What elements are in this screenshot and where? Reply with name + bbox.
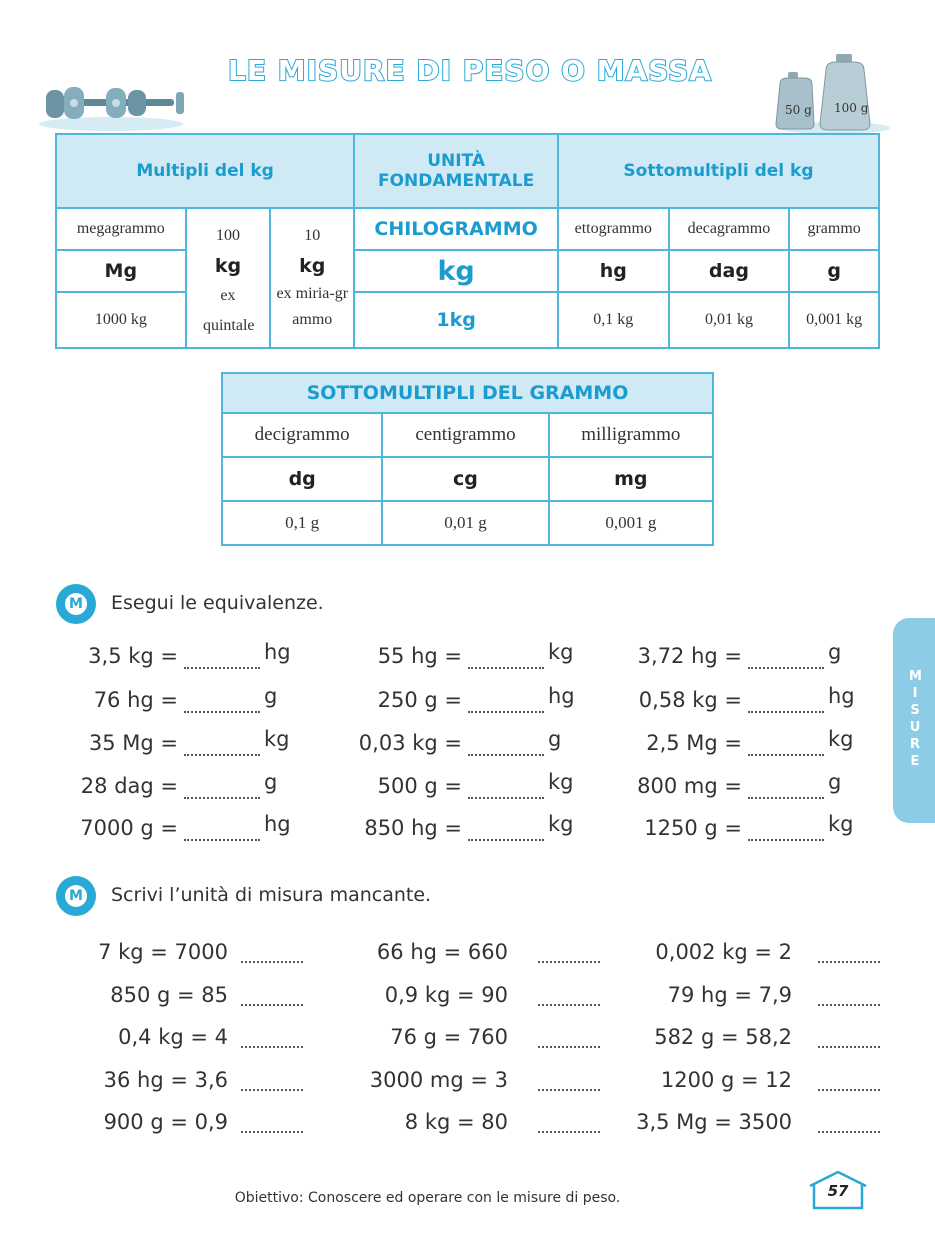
side-tab-label <box>905 668 925 770</box>
unit-name-grammo: grammo <box>789 208 879 250</box>
gram-units-table <box>221 372 714 546</box>
target-unit: g <box>828 640 842 664</box>
unit-answer-blank[interactable] <box>538 961 600 963</box>
answer-blank[interactable] <box>748 797 824 799</box>
unit-name-chilogrammo: CHILOGRAMMO <box>354 208 558 250</box>
multiples-header: Multipli del kg <box>56 134 354 208</box>
unit-quintale-cell <box>186 208 271 348</box>
missing-unit-equation: 3000 mg = 3 <box>369 1068 508 1092</box>
target-unit: kg <box>548 640 574 664</box>
missing-unit-equation: 1200 g = 12 <box>660 1068 792 1092</box>
page-title: LE MISURE DI PESO O MASSA <box>228 54 712 87</box>
missing-unit-equation: 582 g = 58,2 <box>654 1025 792 1049</box>
unit-answer-blank[interactable] <box>818 1004 880 1006</box>
unit-answer-blank[interactable] <box>818 1089 880 1091</box>
unit-symbol-hg: hg <box>558 250 669 292</box>
target-unit: hg <box>828 684 855 708</box>
equivalence-left: 1250 g = <box>644 816 742 840</box>
equivalence-left: 500 g = <box>377 774 462 798</box>
weights-icon <box>774 52 894 134</box>
target-unit: kg <box>548 770 574 794</box>
target-unit: g <box>828 770 842 794</box>
answer-blank[interactable] <box>184 754 260 756</box>
missing-unit-equation: 0,4 kg = 4 <box>118 1025 228 1049</box>
weight-100-label: 100 g <box>834 101 869 115</box>
equivalence-left: 35 Mg = <box>88 731 178 755</box>
target-unit: g <box>264 770 278 794</box>
unit-symbol-cg: cg <box>382 457 548 501</box>
unit-answer-blank[interactable] <box>818 1046 880 1048</box>
missing-unit-equation: 850 g = 85 <box>110 983 228 1007</box>
unit-answer-blank[interactable] <box>241 1131 303 1133</box>
target-unit: hg <box>548 684 575 708</box>
answer-blank[interactable] <box>748 711 824 713</box>
equivalence-left: 850 hg = <box>364 816 462 840</box>
unit-symbol-dag: dag <box>669 250 790 292</box>
target-unit: kg <box>548 812 574 836</box>
unit-answer-blank[interactable] <box>241 1004 303 1006</box>
dumbbell-icon <box>36 82 186 132</box>
target-unit: kg <box>828 727 854 751</box>
equivalence-left: 55 hg = <box>377 644 462 668</box>
equivalence-left: 250 g = <box>377 688 462 712</box>
unit-value-dg: 0,1 g <box>222 501 382 545</box>
unit-symbol-g: g <box>789 250 879 292</box>
kg-units-table <box>55 133 880 349</box>
unit-symbol-kg: kg <box>354 250 558 292</box>
equivalence-left: 800 mg = <box>637 774 742 798</box>
answer-blank[interactable] <box>748 754 824 756</box>
missing-unit-equation: 0,002 kg = 2 <box>655 940 792 964</box>
unit-symbol-mg: Mg <box>56 250 186 292</box>
exercise-2-instruction: Scrivi l’unità di misura mancante. <box>111 884 432 906</box>
unit-name-milligrammo: milligrammo <box>549 413 713 457</box>
unit-name-centigrammo: centigrammo <box>382 413 548 457</box>
equivalence-left: 3,5 kg = <box>88 644 178 668</box>
note-ex-miriagrammo: ex miria-grammo <box>276 285 349 328</box>
unit-answer-blank[interactable] <box>241 1089 303 1091</box>
missing-unit-equation: 3,5 Mg = 3500 <box>636 1110 792 1134</box>
unit-symbol-mg-milli: mg <box>549 457 713 501</box>
unit-answer-blank[interactable] <box>241 1046 303 1048</box>
unit-value-hg: 0,1 kg <box>558 292 669 348</box>
unit-answer-blank[interactable] <box>538 1046 600 1048</box>
missing-unit-equation: 36 hg = 3,6 <box>103 1068 228 1092</box>
target-unit: kg <box>264 727 290 751</box>
unit-answer-blank[interactable] <box>538 1089 600 1091</box>
missing-unit-equation: 900 g = 0,9 <box>103 1110 228 1134</box>
equivalence-left: 76 hg = <box>93 688 178 712</box>
unit-answer-blank[interactable] <box>241 961 303 963</box>
unit-symbol-miriagrammo: kg <box>299 255 326 277</box>
fundamental-header: UNITÀ FONDAMENTALE <box>354 134 558 208</box>
answer-blank[interactable] <box>468 839 544 841</box>
exercise-2-badge-icon: M <box>56 876 96 916</box>
side-tab-text: MISURE <box>909 669 922 769</box>
missing-unit-equation: 0,9 kg = 90 <box>384 983 508 1007</box>
unit-symbol-dg: dg <box>222 457 382 501</box>
unit-value-mg: 0,001 g <box>549 501 713 545</box>
equivalence-left: 28 dag = <box>80 774 178 798</box>
unit-value-dag: 0,01 kg <box>669 292 790 348</box>
missing-unit-equation: 76 g = 760 <box>390 1025 508 1049</box>
unit-miriagrammo-cell <box>270 208 354 348</box>
unit-name-100: 100 <box>215 227 240 244</box>
answer-blank[interactable] <box>748 667 824 669</box>
equivalence-left: 7000 g = <box>80 816 178 840</box>
exercise-1-instruction: Esegui le equivalenze. <box>111 592 324 614</box>
equivalence-left: 3,72 hg = <box>637 644 742 668</box>
answer-blank[interactable] <box>184 797 260 799</box>
missing-unit-equation: 8 kg = 80 <box>404 1110 508 1134</box>
answer-blank[interactable] <box>468 667 544 669</box>
answer-blank[interactable] <box>184 839 260 841</box>
unit-answer-blank[interactable] <box>818 1131 880 1133</box>
target-unit: kg <box>828 812 854 836</box>
unit-name-megagrammo: megagrammo <box>56 208 186 250</box>
submultiples-header: Sottomultipli del kg <box>558 134 879 208</box>
unit-name-10: 10 <box>304 227 321 244</box>
target-unit: hg <box>264 640 291 664</box>
unit-value-g: 0,001 kg <box>789 292 879 348</box>
unit-answer-blank[interactable] <box>538 1004 600 1006</box>
equivalence-left: 0,58 kg = <box>638 688 742 712</box>
unit-answer-blank[interactable] <box>538 1131 600 1133</box>
answer-blank[interactable] <box>184 667 260 669</box>
target-unit: g <box>548 727 562 751</box>
unit-value-cg: 0,01 g <box>382 501 548 545</box>
equivalence-left: 2,5 Mg = <box>646 731 742 755</box>
answer-blank[interactable] <box>184 711 260 713</box>
unit-name-decigrammo: decigrammo <box>222 413 382 457</box>
unit-name-decagrammo: decagrammo <box>669 208 790 250</box>
note-ex-quintale: ex quintale <box>202 287 255 334</box>
unit-value-kg: 1kg <box>354 292 558 348</box>
answer-blank[interactable] <box>468 754 544 756</box>
answer-blank[interactable] <box>468 797 544 799</box>
gram-table-header: SOTTOMULTIPLI DEL GRAMMO <box>222 373 713 413</box>
missing-unit-equation: 7 kg = 7000 <box>98 940 228 964</box>
missing-unit-equation: 66 hg = 660 <box>376 940 508 964</box>
equivalence-left: 0,03 kg = <box>358 731 462 755</box>
footer-objective: Obiettivo: Conoscere ed operare con le misure di peso. <box>234 1190 621 1206</box>
unit-answer-blank[interactable] <box>818 961 880 963</box>
unit-name-ettogrammo: ettogrammo <box>558 208 669 250</box>
answer-blank[interactable] <box>748 839 824 841</box>
weight-50-label: 50 g <box>785 103 812 117</box>
unit-value-megagrammo: 1000 kg <box>56 292 186 348</box>
missing-unit-equation: 79 hg = 7,9 <box>667 983 792 1007</box>
answer-blank[interactable] <box>468 711 544 713</box>
page-number: 57 <box>827 1182 849 1200</box>
unit-symbol-quintale: kg <box>214 255 242 277</box>
target-unit: hg <box>264 812 291 836</box>
target-unit: g <box>264 684 278 708</box>
exercise-1-badge-icon: M <box>56 584 96 624</box>
